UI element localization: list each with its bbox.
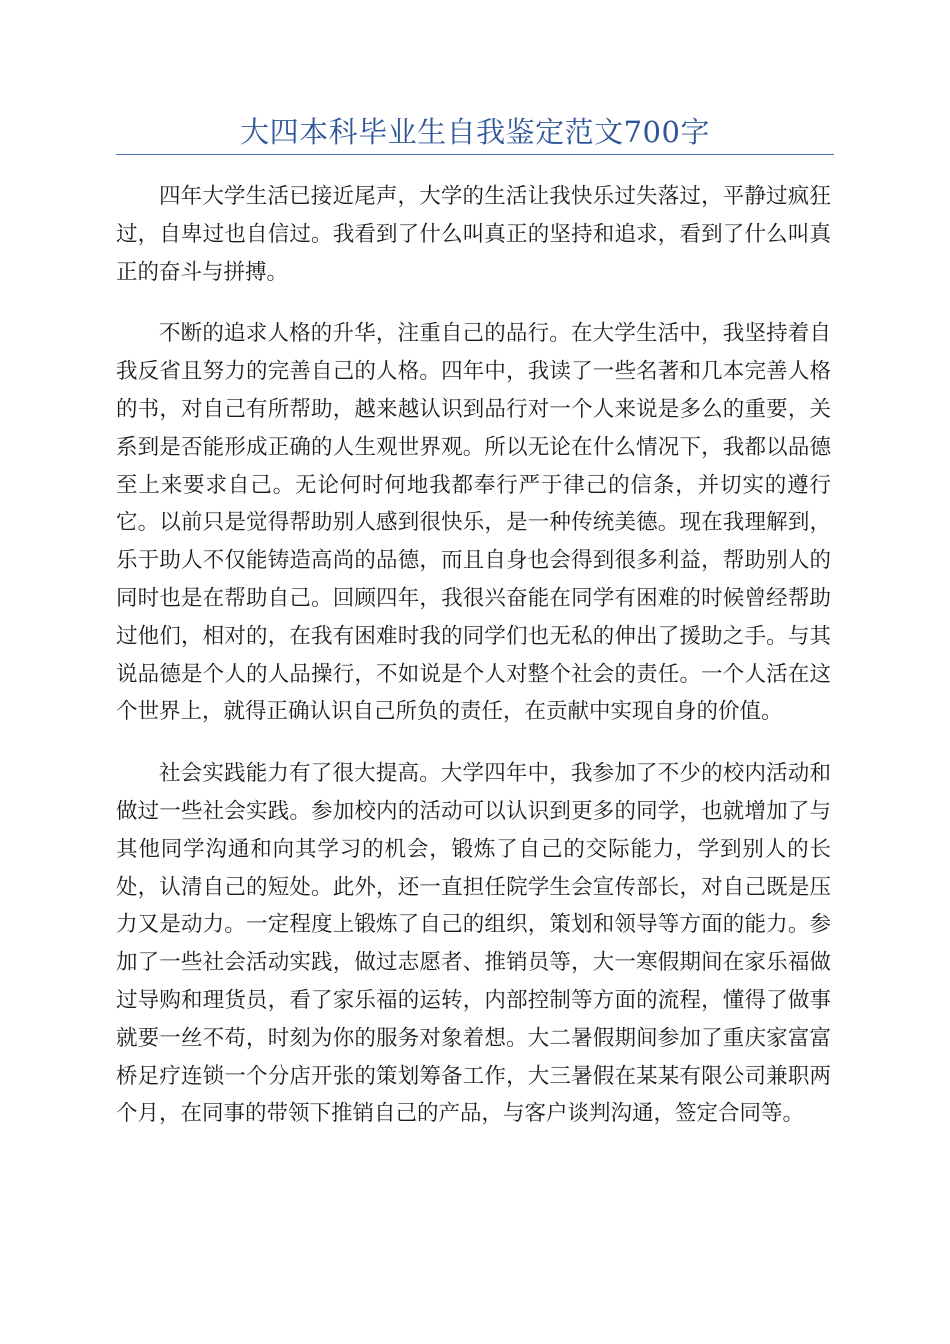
paragraph-intro: 四年大学生活已接近尾声，大学的生活让我快乐过失落过，平静过疯狂过，自卑过也自信过。我看到了什么叫真正的坚持和追求，看到了什么叫真正的奋斗与拼搏。: [116, 184, 831, 285]
document-title: 大四本科毕业生自我鉴定范文700字: [240, 115, 710, 149]
document-body: [116, 178, 831, 1157]
paragraph-character: 不断的追求人格的升华，注重自己的品行。在大学生活中，我坚持着自我反省且努力的完善自己的人格。四年中，我读了一些名著和几本完善人格的书，对自己有所帮助，越来越认识到品行对一个人来说是多么的重要，关系到是否能形成正确的人生观世界观。所以无论在什么情况下，我都以品德至上来要求自己。无论何时何地我都奉行严于律己的信条，并切实的遵行它。以前只是觉得帮助别人感到很快乐，是一种传统美德。现在我理解到，乐于助人不仅能铸造高尚的品德，而且自身也会得到很多利益，帮助别人的同时也是在帮助自己。回顾四年，我很兴奋能在同学有困难的时候曾经帮助过他们，相对的，在我有困难时我的同学们也无私的伸出了援助之手。与其说品德是个人的人品操行，不如说是个人对整个社会的责任。一个人活在这个世界上，就得正确认识自己所负的责任，在贡献中实现自身的价值。: [116, 321, 831, 725]
title-underline: [116, 154, 834, 155]
paragraph-social-practice: 社会实践能力有了很大提高。大学四年中，我参加了不少的校内活动和做过一些社会实践。参加校内的活动可以认识到更多的同学，也就增加了与其他同学沟通和向其学习的机会，锻炼了自己的交际能力，学到别人的长处，认清自己的短处。此外，还一直担任院学生会宣传部长，对自己既是压力又是动力。一定程度上锻炼了自己的组织，策划和领导等方面的能力。参加了一些社会活动实践，做过志愿者、推销员等，大一寒假期间在家乐福做过导购和理货员，看了家乐福的运转，内部控制等方面的流程，懂得了做事就要一丝不苟，时刻为你的服务对象着想。大二暑假期间参加了重庆家富富桥足疗连锁一个分店开张的策划筹备工作，大三暑假在某某有限公司兼职两个月，在同事的带领下推销自己的产品，与客户谈判沟通，签定合同等。: [116, 761, 831, 1127]
